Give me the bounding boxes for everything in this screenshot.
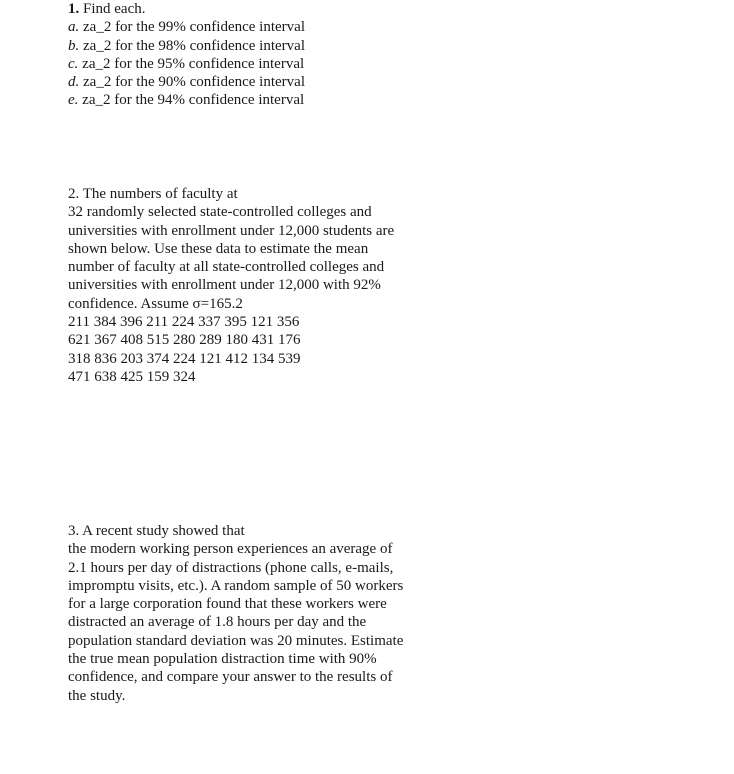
question-1-item-a xyxy=(68,18,428,36)
question-2-line: 2. The numbers of faculty at xyxy=(68,186,238,202)
question-1-item-e xyxy=(68,91,428,109)
item-text: za_2 for the 90% confidence interval xyxy=(83,74,305,91)
item-text: za_2 for the 95% confidence interval xyxy=(82,55,305,72)
question-1-item-c xyxy=(68,55,428,73)
data-row: 211 384 396 211 224 337 395 121 356 xyxy=(68,314,300,331)
question-2-line: 32 randomly selected state-controlled colleges and xyxy=(68,204,372,221)
question-2-line: shown below. Use these data to estimate the mean xyxy=(68,240,369,257)
question-3-line: 2.1 hours per day of distractions (phone calls, e-mails, xyxy=(68,559,394,576)
question-2-line: number of faculty at all state-controlled colleges and xyxy=(68,259,385,276)
question-3-line: confidence, and compare your answer to the results of xyxy=(68,669,393,686)
question-1-item-b xyxy=(68,37,428,55)
question-3-line: the study. xyxy=(68,687,126,704)
question-3 xyxy=(68,522,428,705)
question-1-item-d xyxy=(68,73,428,91)
data-row: 471 638 425 159 324 xyxy=(68,368,196,385)
item-letter: b. xyxy=(68,37,80,54)
question-1 xyxy=(68,0,428,110)
item-letter: d. xyxy=(68,74,80,91)
question-2-line: universities with enrollment under 12,000 with 92% xyxy=(68,277,381,294)
data-row: 318 836 203 374 224 121 412 134 539 xyxy=(68,350,301,367)
item-letter: c. xyxy=(68,55,79,72)
question-3-line: 3. A recent study showed that xyxy=(68,523,245,539)
question-3-line: impromptu visits, etc.). A random sample of 50 workers xyxy=(68,577,404,594)
item-text: za_2 for the 98% confidence interval xyxy=(83,37,305,54)
item-text: za_2 for the 99% confidence interval xyxy=(83,19,305,36)
question-3-line: the true mean population distraction time with 90% xyxy=(68,651,377,668)
question-2 xyxy=(68,185,428,386)
item-text: za_2 for the 94% confidence interval xyxy=(82,92,305,109)
item-letter: e. xyxy=(68,92,79,109)
question-3-line: population standard deviation was 20 minutes. Estimate xyxy=(68,632,404,649)
question-1-prompt: Find each. xyxy=(83,1,146,17)
question-2-line: confidence. Assume σ=165.2 xyxy=(68,295,243,312)
item-letter: a. xyxy=(68,19,80,36)
question-3-line: the modern working person experiences an average of xyxy=(68,541,393,558)
question-1-number: 1. xyxy=(68,1,80,17)
question-3-line: distracted an average of 1.8 hours per day and the xyxy=(68,614,367,631)
data-row: 621 367 408 515 280 289 180 431 176 xyxy=(68,332,301,349)
question-1-title xyxy=(68,0,428,18)
question-3-line: for a large corporation found that these workers were xyxy=(68,596,387,613)
question-2-line: universities with enrollment under 12,000 students are xyxy=(68,222,395,239)
